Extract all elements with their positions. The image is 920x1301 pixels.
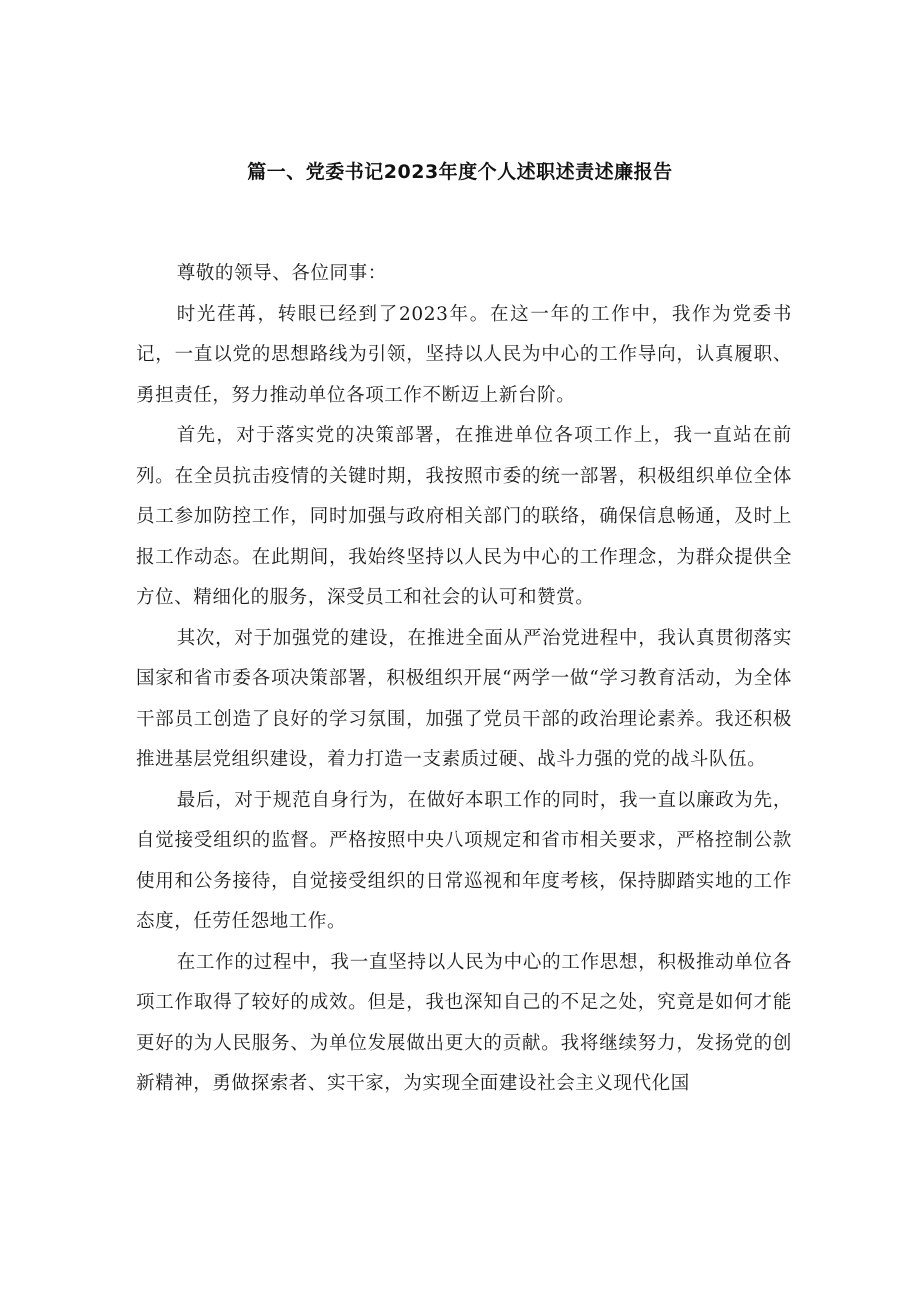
first-point-paragraph: 首先，对于落实党的决策部署，在推进单位各项工作上，我一直站在前列。在全员抗击疫情的关键时期，我按照市委的统一部署，积极组织单位全体员工参加防控工作，同时加强与政府相关部门的联络，确保信息畅通，及时上报工作动态。在此期间，我始终坚持以人民为中心的工作理念，为群众提供全方位、精细化的服务，深受员工和社会的认可和赞赏。 [136,425,792,608]
document-body [136,254,792,1105]
final-point-paragraph: 最后，对于规范自身行为，在做好本职工作的同时，我一直以廉政为先，自觉接受组织的监督。严格按照中央八项规定和省市相关要求，严格控制公款使用和公务接待，自觉接受组织的日常巡视和年度考核，保持脚踏实地的工作态度，任劳任怨地工作。 [136,789,792,932]
second-point-paragraph: 其次，对于加强党的建设，在推进全面从严治党进程中，我认真贯彻落实国家和省市委各项决策部署，积极组织开展“两学一做“学习教育活动，为全体干部员工创造了良好的学习氛围，加强了党员干部的政治理论素养。我还积极推进基层党组织建设，着力打造一支素质过硬、战斗力强的党的战斗队伍。 [136,627,792,770]
closing-paragraph: 在工作的过程中，我一直坚持以人民为中心的工作思想，积极推动单位各项工作取得了较好的成效。但是，我也深知自己的不足之处，究竟是如何才能更好的为人民服务、为单位发展做出更大的贡献。我将继续努力，发扬党的创新精神，勇做探索者、实干家，为实现全面建设社会主义现代化国 [136,951,792,1094]
document-title: 篇一、党委书记2023年度个人述职述责述廉报告 [247,161,673,183]
salutation-paragraph: 尊敬的领导、各位同事： [176,263,387,284]
intro-paragraph: 时光荏苒，转眼已经到了2023年。在这一年的工作中，我作为党委书记，一直以党的思想路线为引领，坚持以人民为中心的工作导向，认真履职、勇担责任，努力推动单位各项工作不断迈上新台阶。 [136,303,792,406]
